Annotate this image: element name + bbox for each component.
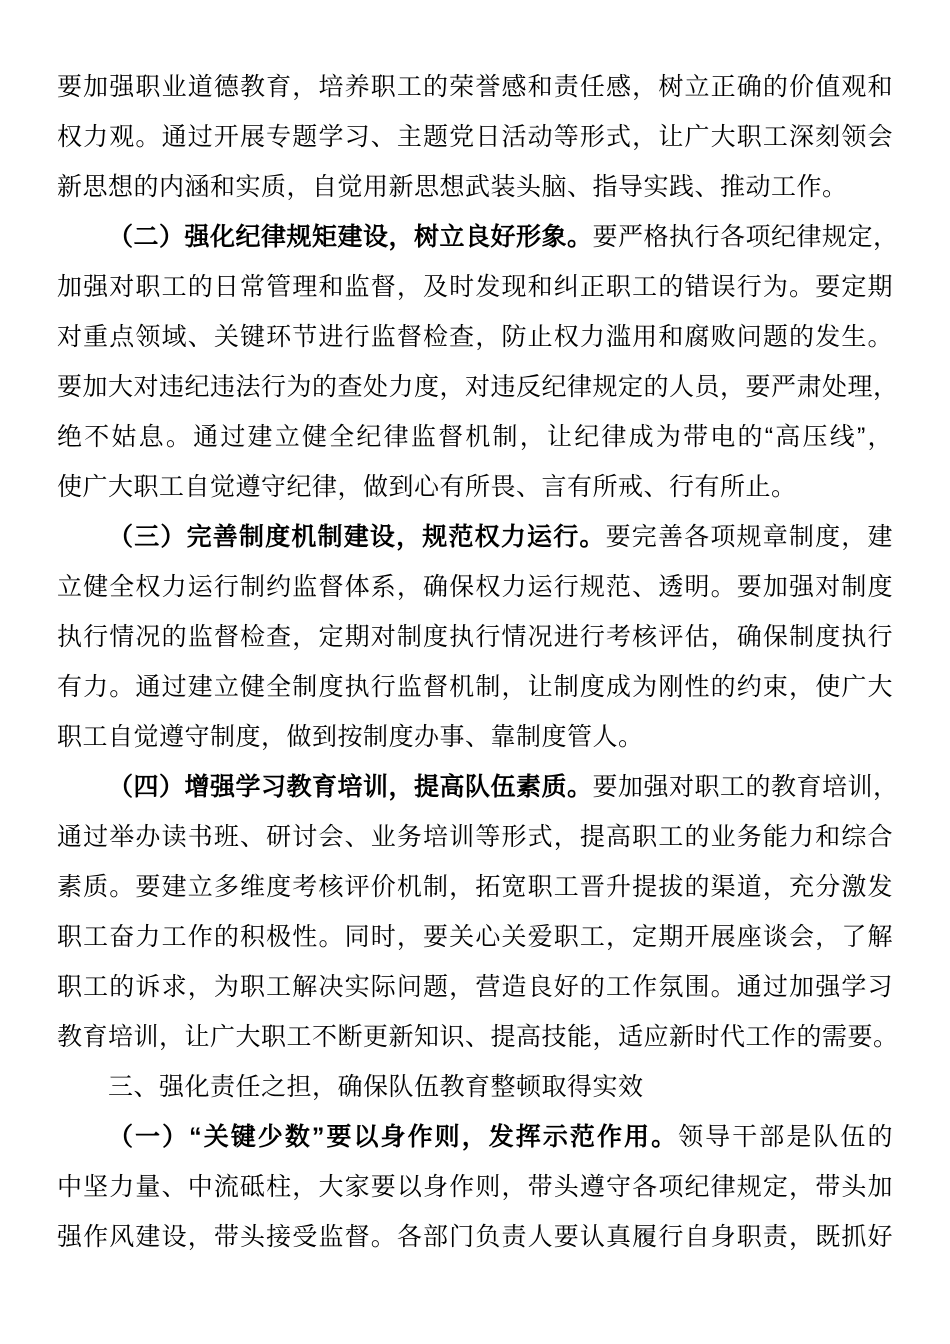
bold-run: （四）增强学习教育培训，提高队伍素质。 <box>108 773 593 801</box>
text-line <box>57 462 893 512</box>
bold-run: （三）完善制度机制建设，规范权力运行。 <box>108 523 606 551</box>
text-line <box>57 1012 899 1062</box>
text-run: 教育培训，让广大职工不断更新知识、提高技能，适应新时代工作的需要。 <box>57 1023 899 1051</box>
text-line <box>57 812 893 862</box>
text-line <box>57 912 893 962</box>
text-run: 素质。要建立多维度考核评价机制，拓宽职工晋升提拔的渠道，充分激发 <box>57 873 893 901</box>
text-line <box>57 112 893 162</box>
text-run: 通过举办读书班、研讨会、业务培训等形式，提高职工的业务能力和综合 <box>57 823 893 851</box>
paragraph-item-1 <box>57 1112 893 1262</box>
text-line <box>57 712 893 762</box>
text-line <box>57 62 893 112</box>
text-line <box>57 162 893 212</box>
paragraph-item-4 <box>57 762 899 1062</box>
text-line <box>57 862 893 912</box>
text-line <box>57 1162 893 1212</box>
bold-run: （一）“关键少数”要以身作则，发挥示范作用。 <box>108 1123 679 1151</box>
text-line <box>57 1212 893 1262</box>
document-body <box>57 62 899 1262</box>
text-line <box>57 512 893 562</box>
text-run: 三、强化责任之担，确保队伍教育整顿取得实效 <box>108 1073 644 1101</box>
section-heading-3 <box>57 1062 893 1112</box>
text-line <box>57 412 893 462</box>
text-line <box>57 1112 893 1162</box>
text-line <box>57 562 893 612</box>
text-run: 对重点领域、关键环节进行监督检查，防止权力滥用和腐败问题的发生。 <box>57 323 893 351</box>
paragraph-continuation <box>57 62 893 212</box>
text-run: 新思想的内涵和实质，自觉用新思想武装头脑、指导实践、推动工作。 <box>57 173 848 201</box>
text-run: 立健全权力运行制约监督体系，确保权力运行规范、透明。要加强对制度 <box>57 573 893 601</box>
text-line <box>57 1062 893 1112</box>
text-run: 要加大对违纪违法行为的查处力度，对违反纪律规定的人员，要严肃处理， <box>57 373 899 401</box>
text-run: 使广大职工自觉遵守纪律，做到心有所畏、言有所戒、行有所止。 <box>57 473 797 501</box>
text-run: 要严格执行各项纪律规定， <box>592 223 899 251</box>
text-line <box>57 262 893 312</box>
text-line <box>57 662 893 712</box>
text-run: 强作风建设，带头接受监督。各部门负责人要认真履行自身职责，既抓好 <box>57 1223 893 1251</box>
text-run: 权力观。通过开展专题学习、主题党日活动等形式，让广大职工深刻领会 <box>57 123 893 151</box>
text-line <box>57 312 893 362</box>
text-run: 领导干部是队伍的 <box>678 1123 893 1151</box>
text-run: 职工奋力工作的积极性。同时，要关心关爱职工，定期开展座谈会，了解 <box>57 923 893 951</box>
text-run: 要加强职业道德教育，培养职工的荣誉感和责任感，树立正确的价值观和 <box>57 73 893 101</box>
text-line <box>57 962 893 1012</box>
text-run: 中坚力量、中流砥柱，大家要以身作则，带头遵守各项纪律规定，带头加 <box>57 1173 893 1201</box>
paragraph-item-2 <box>57 212 899 512</box>
text-run: 加强对职工的日常管理和监督，及时发现和纠正职工的错误行为。要定期 <box>57 273 893 301</box>
text-run: 有力。通过建立健全制度执行监督机制，让制度成为刚性的约束，使广大 <box>57 673 893 701</box>
text-line <box>57 612 893 662</box>
text-run: 执行情况的监督检查，定期对制度执行情况进行考核评估，确保制度执行 <box>57 623 893 651</box>
text-line <box>57 362 899 412</box>
bold-run: （二）强化纪律规矩建设，树立良好形象。 <box>108 223 593 251</box>
text-run: 职工的诉求，为职工解决实际问题，营造良好的工作氛围。通过加强学习 <box>57 973 893 1001</box>
text-run: 绝不姑息。通过建立健全纪律监督机制，让纪律成为带电的“高压线”， <box>57 423 893 451</box>
text-line <box>57 212 899 262</box>
text-run: 要加强对职工的教育培训， <box>592 773 899 801</box>
text-run: 要完善各项规章制度，建 <box>605 523 893 551</box>
paragraph-item-3 <box>57 512 893 762</box>
text-line <box>57 762 899 812</box>
text-run: 职工自觉遵守制度，做到按制度办事、靠制度管人。 <box>57 723 644 751</box>
